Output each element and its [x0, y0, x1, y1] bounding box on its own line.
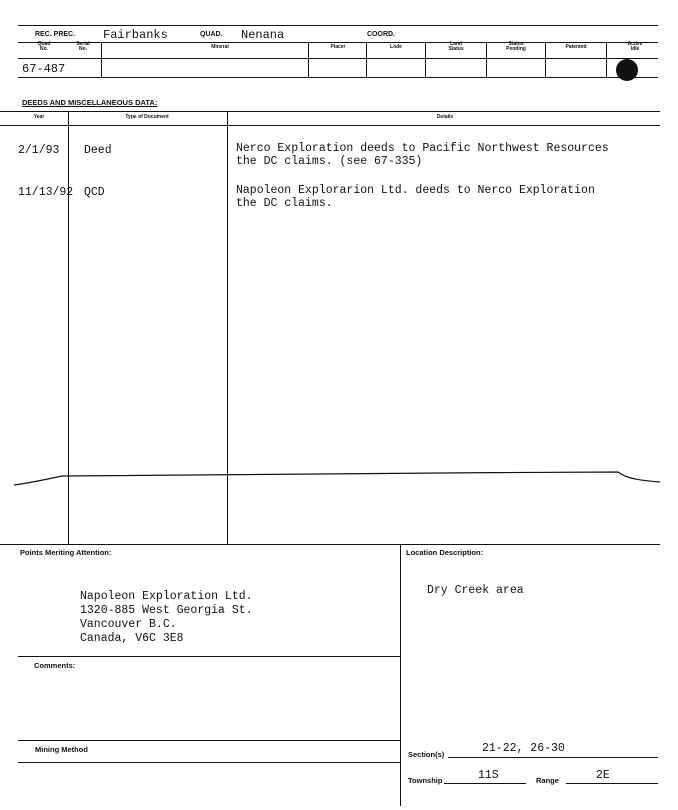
- patented-header: Patented: [565, 44, 587, 50]
- address-line: Vancouver B.C.: [80, 618, 177, 631]
- col-details-header: Details: [436, 114, 454, 120]
- deed-year: 11/13/92: [18, 186, 74, 199]
- comments-top-rule: [18, 656, 400, 657]
- col-year-header: Year: [33, 114, 45, 120]
- deeds-section-title: DEEDS AND MISCELLANEOUS DATA:: [22, 98, 158, 107]
- active-status-dot: [616, 59, 638, 81]
- address-line: Canada, V6C 3E8: [80, 632, 184, 645]
- quad-serial-value: 67-487: [22, 62, 66, 76]
- mining-method-label: Mining Method: [35, 745, 88, 754]
- section-label: Section(s): [408, 750, 445, 759]
- serial-no-header: Serial No.: [76, 41, 90, 53]
- township-label: Township: [408, 776, 443, 785]
- rec-prec-label: REC. PREC.: [35, 31, 76, 38]
- deed-year: 2/1/93: [18, 144, 60, 157]
- mining-method-top-rule: [18, 740, 400, 741]
- deeds-header-top-rule: [0, 111, 660, 112]
- col-type-header: Type of Document: [125, 114, 169, 120]
- deed-details-line: Nerco Exploration deeds to Pacific Northwest Resources: [236, 142, 609, 155]
- address-line: 1320-885 West Georgia St.: [80, 604, 253, 617]
- quad-value: Nenana: [241, 28, 285, 42]
- header-bottom-rule: [18, 77, 658, 78]
- range-label: Range: [536, 776, 559, 785]
- location-label: Location Description:: [406, 548, 484, 557]
- land-status-header: Land Status: [448, 41, 464, 53]
- range-line: [566, 783, 658, 784]
- section-line: [448, 757, 658, 758]
- township-line: [444, 783, 526, 784]
- bottom-center-divider: [400, 544, 401, 806]
- placer-header: Placer: [330, 44, 346, 50]
- header-third-rule: [18, 58, 658, 59]
- quad-label: QUAD.: [200, 31, 223, 38]
- points-label: Points Meriting Attention:: [20, 548, 112, 557]
- status-pending-header: Status Pending: [506, 41, 526, 53]
- mineral-header: Mineral: [211, 44, 229, 50]
- deeds-bottom-rule: [0, 544, 660, 545]
- hand-drawn-line: [0, 462, 678, 492]
- mining-method-bottom-rule: [18, 762, 400, 763]
- comments-label: Comments:: [34, 661, 76, 670]
- coord-label: COORD.: [367, 31, 395, 38]
- section-value: 21-22, 26-30: [482, 742, 565, 755]
- township-value: 11S: [478, 769, 499, 782]
- active-idle-header: Active Idle: [627, 41, 643, 53]
- header-second-rule: [18, 42, 658, 43]
- range-value: 2E: [596, 769, 610, 782]
- deeds-header-bottom-rule: [0, 125, 660, 126]
- rec-prec-value: Fairbanks: [103, 28, 168, 42]
- deed-details-line: Napoleon Explorarion Ltd. deeds to Nerco Exploration: [236, 184, 595, 197]
- location-value: Dry Creek area: [427, 584, 524, 597]
- address-line: Napoleon Exploration Ltd.: [80, 590, 253, 603]
- deed-type: QCD: [84, 186, 105, 199]
- deed-type: Deed: [84, 144, 112, 157]
- header-top-rule: [18, 25, 658, 26]
- deed-details-line: the DC claims. (see 67-335): [236, 155, 423, 168]
- quad-no-header: Quad No.: [37, 41, 51, 53]
- lode-header: Lode: [390, 44, 402, 50]
- deed-details-line: the DC claims.: [236, 197, 333, 210]
